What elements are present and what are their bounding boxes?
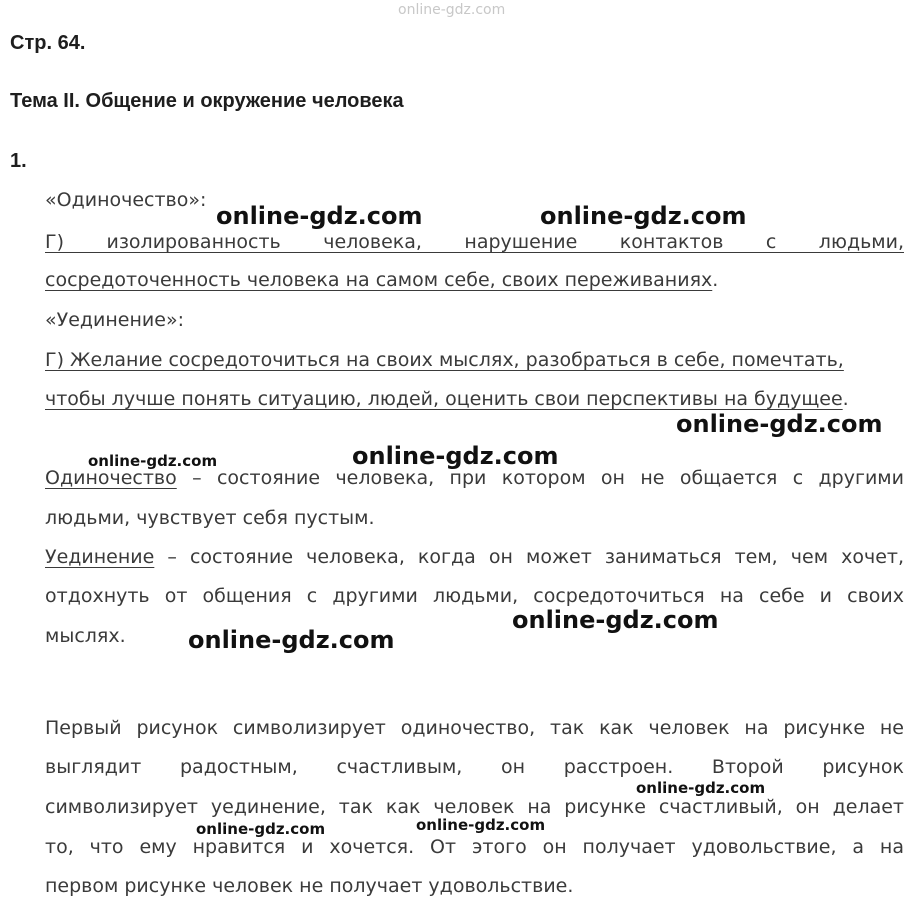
answer2-line2: чтобы лучше понять ситуацию, людей, оценить свои перспективы на будущее. [45,388,849,410]
watermark: online-gdz.com [188,626,395,654]
watermark: online-gdz.com [540,202,747,230]
topic-heading: Тема II. Общение и окружение человека [10,90,404,112]
paragraph-line: выглядит радостным, счастливым, он расстроен. Второй рисунок [45,756,904,778]
watermark: online-gdz.com [512,606,719,634]
paragraph-line: первом рисунке человек не получает удовольствие. [45,875,574,897]
page-number: Стр. 64. [10,32,86,54]
paragraph-line: то, что ему нравится и хочется. От этого он получает удовольствие, а на [45,836,904,858]
definition2-line1 [45,543,904,571]
definition2-rest: – состояние человека, когда он может заниматься тем, чем хочет, [154,546,904,568]
answer2-line1 [45,346,904,374]
label-uedinenie: «Уединение»: [45,309,184,331]
watermark-top: online-gdz.com [398,2,506,18]
task-number: 1. [10,150,27,172]
watermark: online-gdz.com [216,202,423,230]
watermark: online-gdz.com [88,452,218,470]
term-uedinenie: Уединение [45,546,155,568]
answer1-line2: сосредоточенность человека на самом себе, своих переживаниях. [45,269,719,291]
paragraph-line: Первый рисунок символизирует одиночество, так как человек на рисунке не [45,717,904,739]
term-odinochestvo: Одиночество [45,467,177,489]
paragraph-line: символизирует уединение, так как человек на рисунке счастливый, он делает [45,796,904,818]
definition2-line3: мыслях. [45,625,126,647]
watermark: online-gdz.com [352,442,559,470]
answer2-line1-text: Г) Желание сосредоточиться на своих мыслях, разобраться в себе, помечтать, [45,349,844,371]
watermark: online-gdz.com [416,816,546,834]
answer1-line1 [45,228,904,256]
watermark: online-gdz.com [676,410,883,438]
answer1-line2-text: сосредоточенность человека на самом себе, своих переживаниях [45,269,713,291]
watermark: online-gdz.com [196,820,326,838]
definition1-rest: – состояние человека, при котором он не общается с другими [176,467,904,489]
definition1-line2: людьми, чувствует себя пустым. [45,507,375,529]
label-odinochestvo: «Одиночество»: [45,189,207,211]
answer1-line1-text: Г) изолированность человека, нарушение контактов с людьми, [45,231,904,253]
definition2-line2: отдохнуть от общения с другими людьми, сосредоточиться на себе и своих [45,585,904,607]
answer2-line2-text: чтобы лучше понять ситуацию, людей, оценить свои перспективы на будущее [45,388,843,410]
watermark: online-gdz.com [636,779,766,797]
